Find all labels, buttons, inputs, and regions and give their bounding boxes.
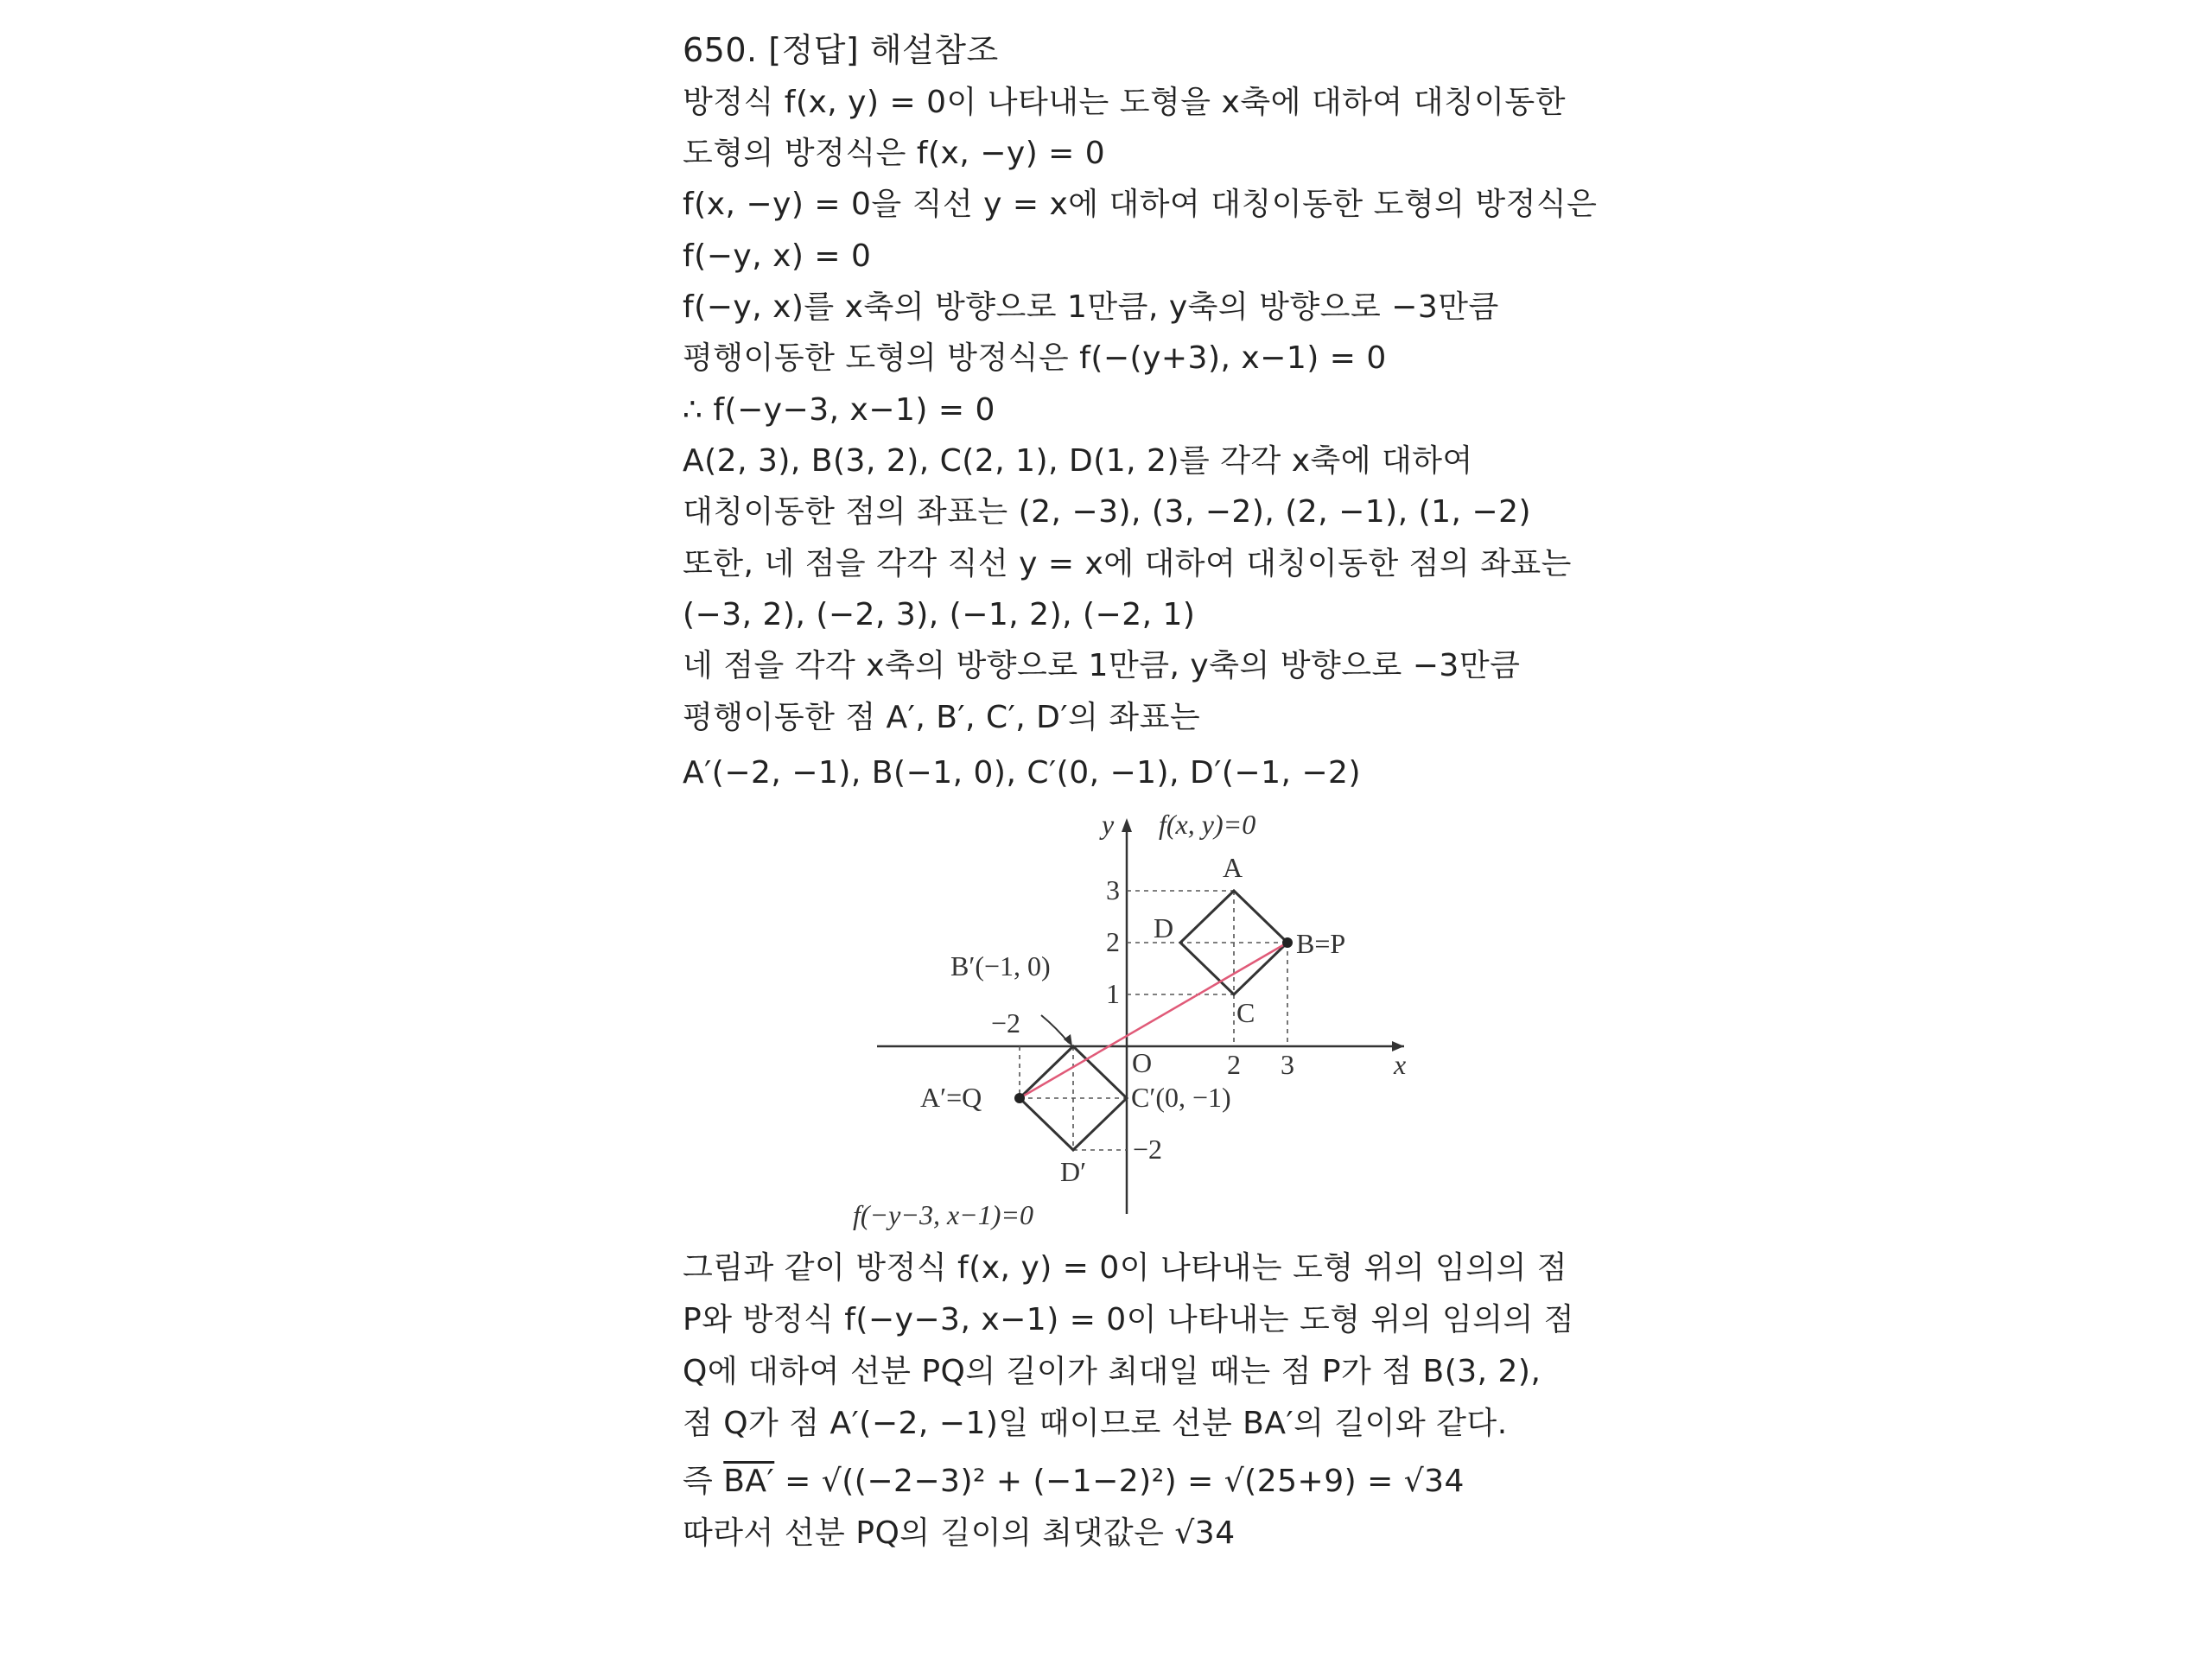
conclusion-line: 따라서 선분 PQ의 길이의 최댓값은 √34 <box>683 1515 1236 1551</box>
text-line: 그림과 같이 방정식 f(x, y) = 0이 나타내는 도형 위의 임의의 점 <box>683 1250 1568 1286</box>
result-expression: = √((−2−3)² + (−1−2)²) = √(25+9) = √34 <box>774 1464 1465 1499</box>
text-line: ∴ f(−y−3, x−1) = 0 <box>683 392 995 428</box>
label-dprime: D′ <box>1060 1156 1087 1187</box>
text-line: 대칭이동한 점의 좌표는 (2, −3), (3, −2), (2, −1), (1, −2) <box>683 494 1532 530</box>
result-prefix: 즉 <box>683 1464 724 1499</box>
y-axis-arrow <box>1122 818 1132 832</box>
figure-svg <box>842 808 1413 1240</box>
label-aprime-q: A′=Q <box>920 1082 982 1113</box>
text-line: 점 Q가 점 A′(−2, −1)일 때이므로 선분 BA′의 길이와 같다. <box>683 1406 1508 1441</box>
eq-bottom-label: f(−y−3, x−1)=0 <box>853 1199 1033 1230</box>
segment-ba-overline: BA′ <box>723 1464 775 1499</box>
text-line: 또한, 네 점을 각각 직선 y = x에 대하여 대칭이동한 점의 좌표는 <box>683 546 1572 581</box>
point-q <box>1014 1093 1025 1103</box>
tick-x-3: 3 <box>1281 1049 1294 1080</box>
text-line: f(−y, x)를 x축의 방향으로 1만큼, y축의 방향으로 −3만큼 <box>683 289 1499 325</box>
coordinate-figure <box>842 808 1413 1240</box>
eq-top-label: f(x, y)=0 <box>1159 809 1256 840</box>
label-c: C <box>1236 997 1255 1028</box>
tick-y-1: 1 <box>1106 978 1120 1009</box>
tick-x-m2: −2 <box>991 1007 1021 1039</box>
bprime-pointer-head <box>1064 1034 1072 1046</box>
label-a: A <box>1223 852 1243 883</box>
tick-x-2: 2 <box>1227 1049 1241 1080</box>
text-line: 방정식 f(x, y) = 0이 나타내는 도형을 x축에 대하여 대칭이동한 <box>683 85 1566 120</box>
result-line <box>683 1462 1465 1502</box>
label-cprime: C′(0, −1) <box>1131 1082 1231 1113</box>
origin-label: O <box>1132 1047 1153 1078</box>
tick-y-2: 2 <box>1106 926 1120 957</box>
text-line: A(2, 3), B(3, 2), C(2, 1), D(1, 2)를 각각 x축에 대하여 <box>683 443 1473 479</box>
text-line: A′(−2, −1), B(−1, 0), C′(0, −1), D′(−1, −2) <box>683 755 1361 791</box>
y-axis-label: y <box>1102 809 1115 840</box>
label-bprime: B′(−1, 0) <box>950 950 1051 981</box>
text-line: 평행이동한 도형의 방정식은 f(−(y+3), x−1) = 0 <box>683 340 1387 376</box>
label-b-p: B=P <box>1296 928 1346 959</box>
x-axis-label: x <box>1394 1049 1407 1080</box>
problem-title: 650. [정답] 해설참조 <box>683 31 999 69</box>
tick-y-m2: −2 <box>1133 1134 1163 1165</box>
point-p <box>1282 937 1293 948</box>
text-line: 도형의 방정식은 f(x, −y) = 0 <box>683 136 1106 171</box>
tick-y-3: 3 <box>1106 874 1120 905</box>
label-d: D <box>1154 912 1174 943</box>
text-line: 네 점을 각각 x축의 방향으로 1만큼, y축의 방향으로 −3만큼 <box>683 648 1521 683</box>
text-line: P와 방정식 f(−y−3, x−1) = 0이 나타내는 도형 위의 임의의 점 <box>683 1302 1575 1337</box>
text-line: f(x, −y) = 0을 직선 y = x에 대하여 대칭이동한 도형의 방정식은 <box>683 187 1598 222</box>
text-line: Q에 대하여 선분 PQ의 길이가 최대일 때는 점 P가 점 B(3, 2), <box>683 1354 1541 1389</box>
text-line: (−3, 2), (−2, 3), (−1, 2), (−2, 1) <box>683 597 1196 632</box>
text-line: 평행이동한 점 A′, B′, C′, D′의 좌표는 <box>683 700 1201 735</box>
text-line: f(−y, x) = 0 <box>683 238 872 274</box>
